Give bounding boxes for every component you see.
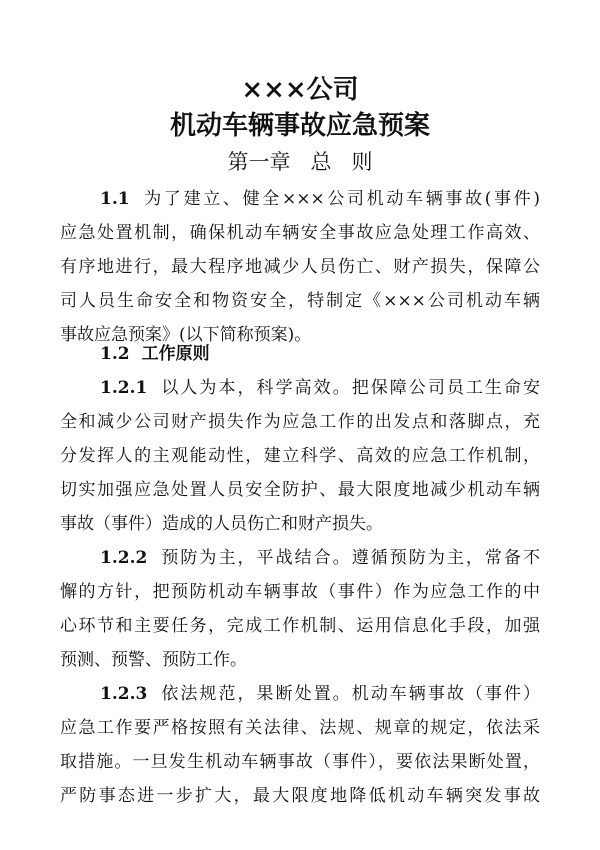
paragraph-1-1-line: 司人员生命安全和物资安全，特制定《×××公司机动车辆 (60, 291, 540, 311)
paragraph-1-2-1-line: 切实加强应急处置人员安全防护、最大限度地减少机动车辆 (60, 480, 540, 500)
section-number-1-1: 1.1 (100, 189, 130, 209)
section-heading-1-2: 1.2 工作原则 (100, 344, 210, 364)
paragraph-1-2-1-line: 1.2.1 以人为本，科学高效。把保障公司员工生命安 (100, 378, 540, 398)
chapter-title-char-2: 则 (351, 150, 373, 174)
chapter-number: 第一章 (227, 150, 291, 174)
section-number-1-2-2: 1.2.2 (100, 548, 148, 568)
paragraph-1-2-2-line: 预测、预警、预防工作。 (60, 650, 247, 670)
paragraph-1-2-3-line: 取措施。一旦发生机动车辆事故（事件），要依法果断处置， (60, 752, 540, 772)
paragraph-1-2-2-line: 1.2.2 预防为主，平战结合。遵循预防为主，常备不 (100, 548, 540, 568)
paragraph-1-2-3-line: 严防事态进一步扩大，最大限度地降低机动车辆突发事故 (60, 786, 540, 806)
paragraph-1-2-1-line: 分发挥人的主观能动性，建立科学、高效的应急工作机制， (60, 446, 540, 466)
chapter-heading (0, 146, 600, 178)
paragraph-1-1-line: 1.1 为了建立、健全×××公司机动车辆事故(事件) (100, 189, 540, 209)
document-title: 机动车辆事故应急预案 (169, 111, 430, 141)
paragraph-1-1-line: 事故应急预案》(以下简称预案)。 (60, 325, 312, 345)
paragraph-1-2-3-line: 应急工作要严格按照有关法律、法规、规章的规定，依法采 (60, 718, 540, 738)
paragraph-1-2-3-line: 1.2.3 依法规范，果断处置。机动车辆事故（事件） (100, 684, 540, 704)
paragraph-1-1-line: 有序地进行，最大程序地减少人员伤亡、财产损失，保障公 (60, 257, 540, 277)
paragraph-1-1-line: 应急处置机制，确保机动车辆安全事故应急处理工作高效、 (60, 223, 540, 243)
paragraph-1-2-1-line: 事故（事件）造成的人员伤亡和财产损失。 (60, 514, 383, 534)
section-number-1-2-3: 1.2.3 (100, 684, 148, 704)
company-title: ×××公司 (241, 75, 359, 105)
paragraph-1-2-2-line: 懈的方针，把预防机动车辆事故（事件）作为应急工作的中 (60, 582, 540, 602)
chapter-title-char-1: 总 (310, 150, 332, 174)
section-number-1-2-1: 1.2.1 (100, 378, 148, 398)
paragraph-1-2-1-line: 全和减少公司财产损失作为应急工作的出发点和落脚点，充 (60, 412, 540, 432)
paragraph-1-2-2-line: 心环节和主要任务，完成工作机制、运用信息化手段，加强 (60, 616, 540, 636)
